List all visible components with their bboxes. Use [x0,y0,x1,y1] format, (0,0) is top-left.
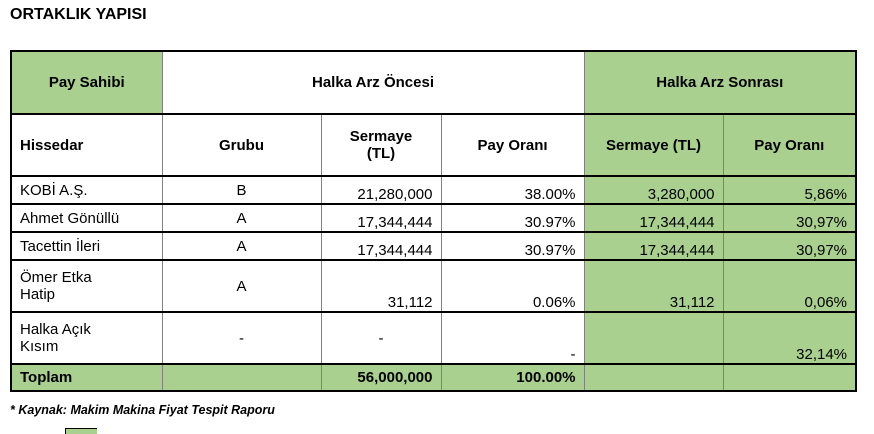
sermaye-oncesi-cell: 21,280,000 [321,176,441,204]
header-halka-arz-oncesi: Halka Arz Öncesi [162,51,584,114]
grubu-cell: A [162,204,321,232]
group-header-row [11,51,856,114]
source-footnote: * Kaynak: Makim Makina Fiyat Tespit Raporu [10,403,275,417]
sermaye-sonrasi-cell: 17,344,444 [584,204,723,232]
pay-orani-oncesi-cell: 100.00% [441,364,584,391]
grubu-cell: A [162,232,321,260]
pay-orani-sonrasi-cell [723,364,856,391]
pay-orani-sonrasi-cell: 30,97% [723,204,856,232]
header-halka-arz-sonrasi: Halka Arz Sonrası [584,51,856,114]
table-row-omer-etka-hatip [11,260,856,312]
pay-orani-sonrasi-cell: 30,97% [723,232,856,260]
sermaye-sonrasi-cell [584,364,723,391]
pay-orani-oncesi-cell: 30.97% [441,204,584,232]
pay-orani-oncesi-cell: 38.00% [441,176,584,204]
col-header-pay-orani-sonrasi: Pay Oranı [723,114,856,176]
col-header-hissedar: Hissedar [11,114,162,176]
pay-orani-sonrasi-cell: 5,86% [723,176,856,204]
sermaye-oncesi-cell: 31,112 [321,260,441,312]
pay-orani-sonrasi-cell: 32,14% [723,312,856,364]
col-header-pay-orani-oncesi: Pay Oranı [441,114,584,176]
sermaye-sonrasi-cell [584,312,723,364]
total-label-cell: Toplam [11,364,162,391]
pay-orani-oncesi-cell: 0.06% [441,260,584,312]
header-pay-sahibi: Pay Sahibi [11,51,162,114]
sermaye-sonrasi-cell: 31,112 [584,260,723,312]
hissedar-cell: Ahmet Gönüllü [11,204,162,232]
col-header-sermaye-oncesi: Sermaye (TL) [321,114,441,176]
pay-orani-oncesi-cell: - [441,312,584,364]
table-row-total [11,364,856,391]
sermaye-oncesi-cell: 56,000,000 [321,364,441,391]
sermaye-sonrasi-cell: 17,344,444 [584,232,723,260]
grubu-cell: A [162,260,321,312]
grubu-cell: - [162,312,321,364]
pay-orani-oncesi-cell: 30.97% [441,232,584,260]
sermaye-sonrasi-cell: 3,280,000 [584,176,723,204]
table-row-ahmet-gonullu [11,204,856,232]
sermaye-oncesi-cell: - [321,312,441,364]
pay-orani-sonrasi-cell: 0,06% [723,260,856,312]
section-title: ORTAKLIK YAPISI [10,6,147,23]
grubu-cell [162,364,321,391]
hissedar-cell: KOBİ A.Ş. [11,176,162,204]
table-row-tacettin-ileri [11,232,856,260]
sermaye-oncesi-cell: 17,344,444 [321,204,441,232]
hissedar-cell: Ömer Etka Hatip [11,260,162,312]
ownership-table [10,50,857,392]
col-header-grubu: Grubu [162,114,321,176]
grubu-cell: B [162,176,321,204]
table-row-kobi [11,176,856,204]
next-table-edge [65,428,97,434]
sermaye-oncesi-cell: 17,344,444 [321,232,441,260]
table-row-halka-acik-kisim [11,312,856,364]
column-header-row [11,114,856,176]
hissedar-cell: Tacettin İleri [11,232,162,260]
col-header-sermaye-sonrasi: Sermaye (TL) [584,114,723,176]
hissedar-cell: Halka Açık Kısım [11,312,162,364]
